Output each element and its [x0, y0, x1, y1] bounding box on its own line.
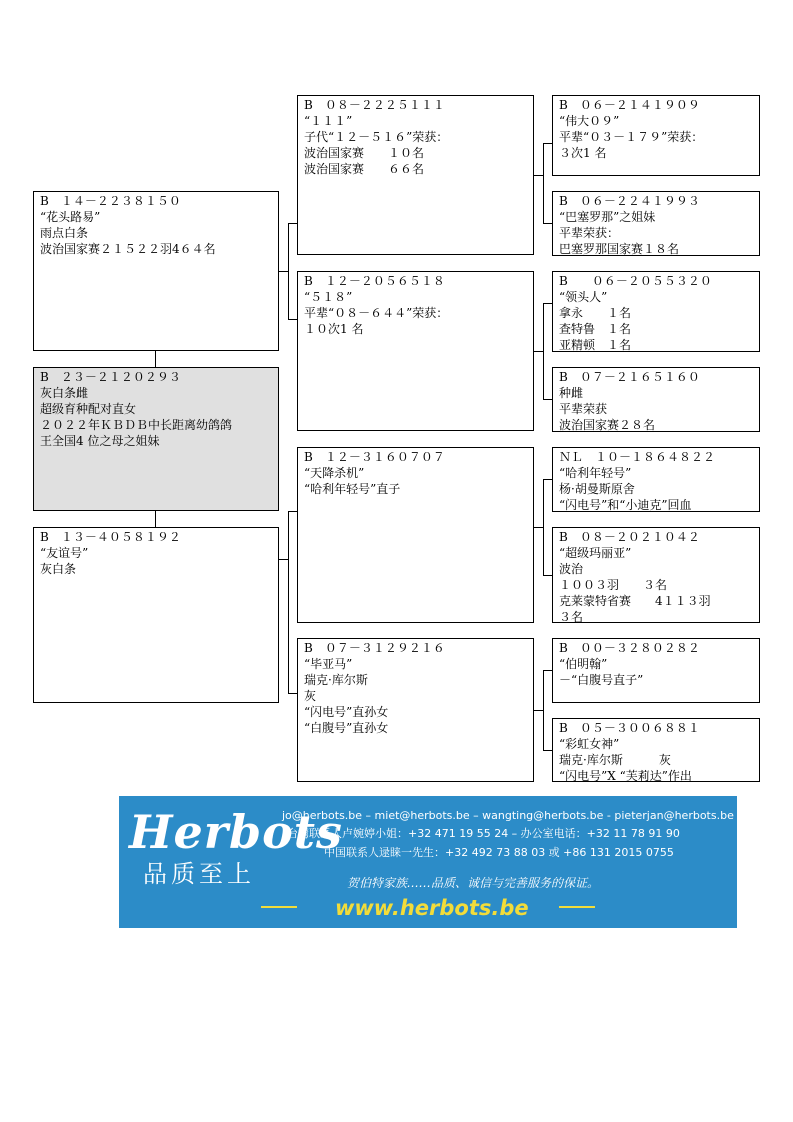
card-line: B ０７－２１６５１６０: [559, 370, 700, 384]
card-line: 杨·胡曼斯原舍: [559, 482, 635, 496]
card-line: 瑞克·库尔斯: [304, 673, 368, 687]
card-line: 平辈“０８－６４４”荣获：: [304, 306, 449, 320]
connector: [543, 479, 544, 575]
connector: [543, 399, 552, 400]
card-line: ＮＬ １０－１８６４８２２: [559, 450, 716, 464]
card-line: 波治国家赛 １０名: [304, 146, 425, 160]
card-line: “闪电号”和“小迪克”回血: [559, 498, 692, 512]
card-line: “毕亚马”: [304, 657, 353, 671]
card-line: B １３－４０５８１９２: [40, 530, 181, 544]
card-line: B ０５－３００６８８１: [559, 721, 700, 735]
card-line: 平辈荣获: [559, 402, 608, 416]
card-line: －“白腹号直子”: [559, 673, 644, 687]
card-line: “１１１”: [304, 114, 353, 128]
card-line: B ２３－２１２０２９３: [40, 370, 181, 384]
card-line: 雨点白条: [40, 226, 89, 240]
card-line: B ００－３２８０２８２: [559, 641, 700, 655]
card-line: ２０２２年ＫＢＤＢ中长距离幼鸽鸽: [40, 418, 233, 432]
ss-dam-card: [552, 191, 760, 256]
card-line: B ０６－２２４１９９３: [559, 194, 700, 208]
card-line: 查特鲁 １名: [559, 322, 632, 336]
connector: [534, 175, 543, 176]
connector: [543, 303, 544, 399]
card-line: ３次1 名: [559, 146, 607, 160]
connector: [543, 670, 552, 671]
card-line: 子代“１２－５１６”荣获：: [304, 130, 449, 144]
connector: [288, 319, 297, 320]
card-line: 波治国家赛２８名: [559, 418, 656, 432]
card-line: “领头人”: [559, 290, 608, 304]
card-line: ３名: [559, 610, 584, 623]
ds-dam-card: [552, 527, 760, 623]
connector: [155, 351, 156, 367]
card-line: １０次1 名: [304, 322, 364, 336]
card-line: “伯明翰”: [559, 657, 608, 671]
connector: [543, 303, 552, 304]
card-line: 波治国家赛２１５２２羽4６４名: [40, 242, 216, 256]
card-line: B ０８－２０２１０４２: [559, 530, 700, 544]
connector: [288, 223, 289, 319]
card-line: B ０８－２２２５１１１: [304, 98, 445, 112]
connector: [543, 143, 544, 223]
card-line: “彩虹女神”: [559, 737, 620, 751]
taiwan-contact: 台湾联系人卢婉婷小姐：+32 471 19 55 24 – 办公室电话：+32 11 78 91 90: [287, 827, 680, 840]
card-line: “闪电号”X “芙莉达”作出: [559, 769, 692, 782]
sd-dam-card: [552, 367, 760, 432]
connector: [288, 223, 297, 224]
card-line: 克莱蒙特省赛 4１１３羽: [559, 594, 711, 608]
connector: [534, 351, 543, 352]
divider: [261, 906, 297, 908]
card-line: 种雌: [559, 386, 584, 400]
card-line: 平辈“０３－１７９”荣获：: [559, 130, 704, 144]
card-line: B １４－２２３８１５０: [40, 194, 181, 208]
dam-dam-card: [297, 638, 534, 782]
ss-sire-card: [552, 95, 760, 176]
card-line: 波治国家赛 ６６名: [304, 162, 425, 176]
connector: [279, 271, 288, 272]
connector: [155, 511, 156, 527]
connector: [288, 511, 297, 512]
sire-sire-card: [297, 95, 534, 255]
card-line: “友谊号”: [40, 546, 89, 560]
tagline: 贺伯特家族……品质、诚信与完善服务的保证。: [347, 876, 600, 890]
card-line: B １２－３１６０７０７: [304, 450, 445, 464]
card-line: 王全国4 位之母之姐妹: [40, 434, 160, 448]
china-contact: 中国联系人逯睐一先生：+32 492 73 88 03 或 +86 131 2015 0755: [324, 846, 674, 859]
connector: [288, 511, 289, 693]
card-line: 瑞克·库尔斯 灰: [559, 753, 671, 767]
card-line: 灰: [304, 689, 317, 703]
connector: [543, 575, 552, 576]
subject-card: [33, 367, 279, 511]
card-line: “超级玛丽亚”: [559, 546, 632, 560]
card-line: B ０６－２１４１９０９: [559, 98, 700, 112]
card-line: “白腹号”直孙女: [304, 721, 389, 735]
connector: [543, 143, 552, 144]
card-line: 灰白条雌: [40, 386, 89, 400]
dd-sire-card: [552, 638, 760, 703]
card-line: “天降杀机”: [304, 466, 365, 480]
card-line: B ０７－３１２９２１６: [304, 641, 445, 655]
website-link[interactable]: www.herbots.be: [335, 896, 529, 920]
sd-sire-card: [552, 271, 760, 352]
dd-dam-card: [552, 718, 760, 782]
card-line: 波治: [559, 562, 584, 576]
connector: [543, 223, 552, 224]
divider: [559, 906, 595, 908]
card-line: B ０６－２０５５３２０: [559, 274, 712, 288]
herbots-logo: Herbots: [129, 805, 343, 859]
card-line: 灰白条: [40, 562, 77, 576]
connector: [543, 750, 552, 751]
card-line: 巴塞罗那国家赛１８名: [559, 242, 680, 256]
dam-card: [33, 527, 279, 703]
connector: [288, 693, 297, 694]
connector: [534, 710, 543, 711]
dam-sire-card: [297, 447, 534, 623]
card-line: “闪电号”直孙女: [304, 705, 389, 719]
connector: [543, 670, 544, 750]
ds-sire-card: [552, 447, 760, 512]
sire-card: [33, 191, 279, 351]
connector: [543, 479, 552, 480]
card-line: 亚精顿 １名: [559, 338, 632, 352]
card-line: “花头路易”: [40, 210, 101, 224]
card-line: 平辈荣获：: [559, 226, 620, 240]
card-line: “巴塞罗那”之姐妹: [559, 210, 656, 224]
card-line: “哈利年轻号”: [559, 466, 632, 480]
connector: [279, 559, 288, 560]
card-line: 超级育种配对直女: [40, 402, 137, 416]
card-line: “哈利年轻号”直子: [304, 482, 401, 496]
sire-dam-card: [297, 271, 534, 431]
card-line: B １２－２０５６５１８: [304, 274, 445, 288]
card-line: 拿永 １名: [559, 306, 632, 320]
connector: [534, 527, 543, 528]
email-list: jo@herbots.be – miet@herbots.be – wangting@herbots.be - pieterjan@herbots.be: [282, 809, 734, 822]
card-line: １００３羽 ３名: [559, 578, 668, 592]
card-line: “５１８”: [304, 290, 353, 304]
card-line: “伟大０９”: [559, 114, 620, 128]
herbots-banner: [119, 796, 737, 928]
slogan: 品质至上: [143, 860, 255, 888]
